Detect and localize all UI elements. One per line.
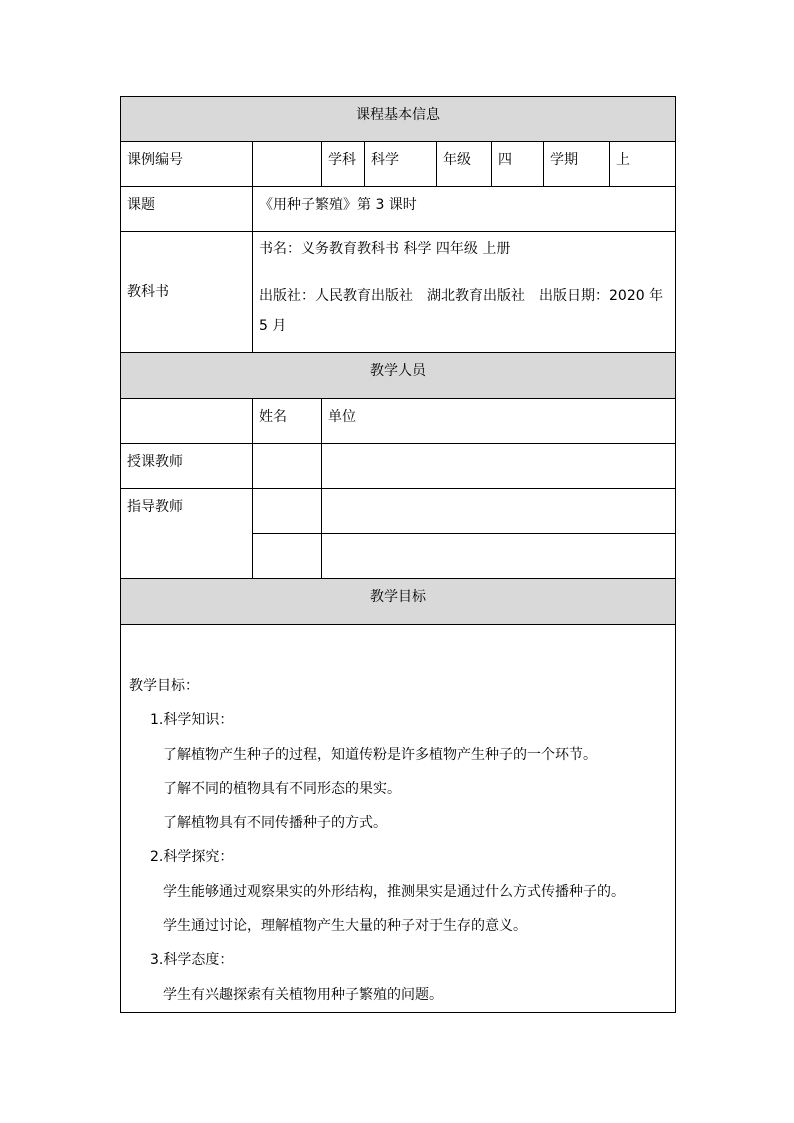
advisor-name-cell-2	[253, 534, 322, 579]
term-label: 学期	[544, 142, 610, 187]
subject-label: 学科	[322, 142, 365, 187]
advisor-name-cell-1	[253, 489, 322, 534]
knowledge-title: 1.科学知识：	[150, 712, 234, 729]
topic-value: 《用种子繁殖》第 3 课时	[253, 187, 676, 232]
name-column-header: 姓名	[253, 399, 322, 444]
lecturer-unit-cell	[322, 444, 676, 489]
lesson-info-table	[120, 96, 676, 1013]
objectives-intro: 教学目标：	[129, 678, 199, 694]
objectives-header: 教学目标	[121, 579, 676, 625]
subject-value: 科学	[365, 142, 437, 187]
inquiry-title: 2.科学探究：	[150, 849, 234, 866]
knowledge-item-2: 了解不同的植物具有不同形态的果实。	[163, 780, 401, 797]
advisor-unit-cell-1	[322, 489, 676, 534]
basic-info-header: 课程基本信息	[121, 97, 676, 142]
attitude-item-1: 学生有兴趣探索有关植物用种子繁殖的问题。	[163, 986, 443, 1003]
topic-row	[121, 187, 676, 232]
staff-columns-row	[121, 399, 676, 444]
basic-info-row	[121, 142, 676, 187]
basic-info-header-row	[121, 97, 676, 142]
objectives-header-row	[121, 579, 676, 625]
staff-corner-cell	[121, 399, 253, 444]
topic-label: 课题	[121, 187, 253, 232]
lecturer-name-cell	[253, 444, 322, 489]
unit-column-header: 单位	[322, 399, 676, 444]
staff-header: 教学人员	[121, 353, 676, 399]
textbook-details	[253, 232, 676, 353]
lesson-plan-page	[120, 96, 675, 1013]
case-no-label: 课例编号	[121, 142, 253, 187]
textbook-row	[121, 232, 676, 353]
textbook-label: 教科书	[121, 232, 253, 353]
book-title-line: 书名：义务教育教科书 科学 四年级 上册	[259, 241, 511, 257]
term-value: 上	[610, 142, 676, 187]
inquiry-item-2: 学生通过讨论，理解植物产生大量的种子对于生存的意义。	[163, 918, 527, 935]
staff-header-row	[121, 353, 676, 399]
objectives-row	[121, 625, 676, 1013]
publisher-line: 出版社：人民教育出版社 湖北教育出版社 出版日期：2020 年 5 月	[259, 288, 664, 334]
inquiry-item-1: 学生能够通过观察果实的外形结构，推测果实是通过什么方式传播种子的。	[163, 883, 625, 900]
knowledge-item-1: 了解植物产生种子的过程，知道传粉是许多植物产生种子的一个环节。	[163, 746, 597, 763]
lecturer-label: 授课教师	[121, 444, 253, 489]
advisor-row-1	[121, 489, 676, 534]
advisor-label: 指导教师	[121, 489, 253, 579]
objectives-content	[121, 625, 676, 1013]
knowledge-item-3: 了解植物具有不同传播种子的方式。	[163, 815, 387, 832]
grade-label: 年级	[437, 142, 492, 187]
grade-value: 四	[492, 142, 544, 187]
lecturer-row	[121, 444, 676, 489]
advisor-unit-cell-2	[322, 534, 676, 579]
attitude-title: 3.科学态度：	[150, 952, 234, 969]
case-no-value	[253, 142, 322, 187]
